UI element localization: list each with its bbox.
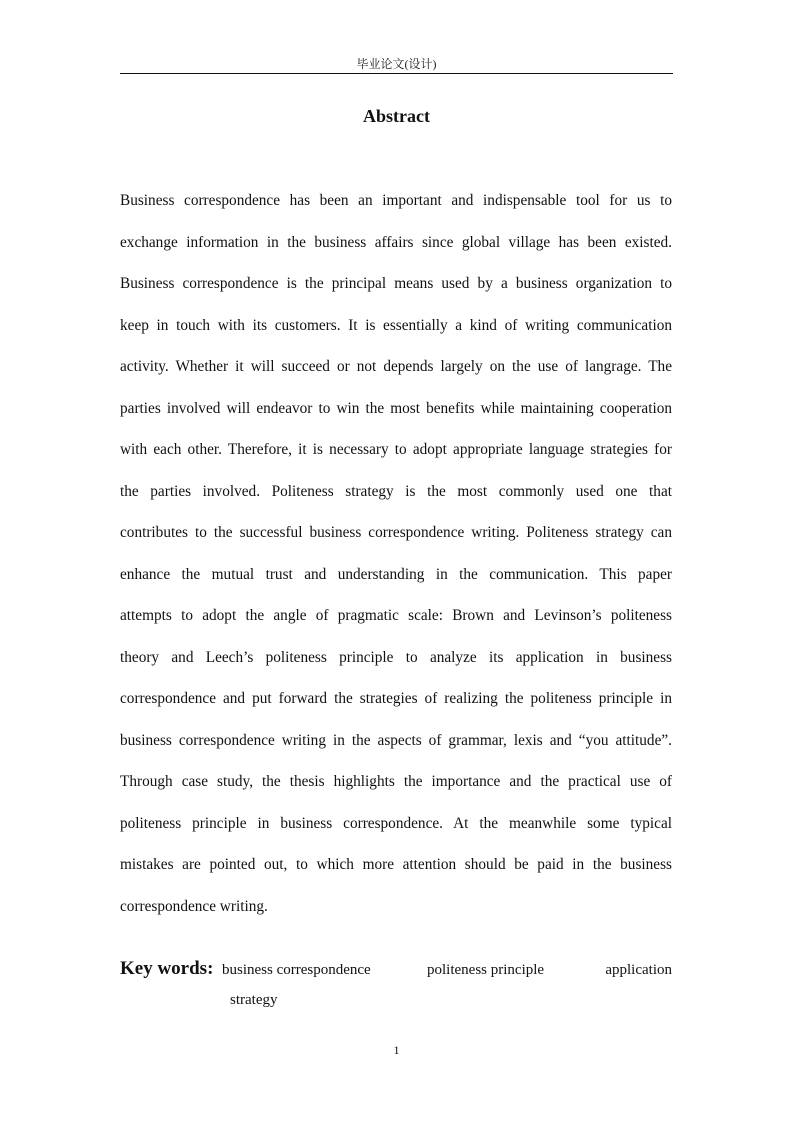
keyword-item: business correspondence — [222, 962, 371, 978]
abstract-line: theory and Leech’s politeness principle to analyze its application in business — [120, 648, 672, 666]
abstract-line: exchange information in the business affairs since global village has been existed. — [120, 233, 672, 251]
abstract-line: politeness principle in business correspondence. At the meanwhile some typical — [120, 814, 672, 832]
keyword-item: application — [605, 962, 672, 978]
running-header: 毕业论文(设计) — [356, 57, 437, 71]
abstract-line: attempts to adopt the angle of pragmatic scale: Brown and Levinson’s politeness — [120, 607, 672, 624]
abstract-line: Through case study, the thesis highlights the importance and the practical use of — [120, 773, 672, 790]
abstract-line: mistakes are pointed out, to which more attention should be paid in the business — [120, 856, 672, 873]
abstract-line: Business correspondence has been an important and indispensable tool for us to — [120, 192, 672, 209]
abstract-line: parties involved will endeavor to win the most benefits while maintaining cooperation — [120, 399, 672, 417]
header-rule — [120, 73, 673, 74]
abstract-body — [120, 190, 672, 937]
page-number: 1 — [393, 1043, 400, 1057]
keywords-section — [120, 958, 672, 984]
abstract-line: enhance the mutual trust and understanding in the communication. This paper — [120, 565, 672, 583]
abstract-line: correspondence writing. — [120, 897, 268, 915]
keyword-item: politeness principle — [427, 962, 545, 978]
abstract-line: activity. Whether it will succeed or not depends largely on the use of langrage. The — [120, 358, 672, 375]
abstract-line: correspondence and put forward the strategies of realizing the politeness principle in — [120, 690, 672, 707]
keyword-item: strategy — [230, 992, 278, 1008]
abstract-title: Abstract — [363, 106, 430, 126]
abstract-line: Business correspondence is the principal means used by a business organization to — [120, 275, 672, 292]
keywords-label: Key words: — [120, 958, 214, 979]
abstract-line: with each other. Therefore, it is necessary to adopt appropriate language strategies for — [120, 441, 672, 458]
abstract-line: contributes to the successful business correspondence writing. Politeness strategy can — [120, 524, 672, 541]
abstract-line: the parties involved. Politeness strategy is the most commonly used one that — [120, 482, 672, 500]
abstract-line: keep in touch with its customers. It is essentially a kind of writing communication — [120, 316, 672, 334]
abstract-line: business correspondence writing in the aspects of grammar, lexis and “you attitude”. — [120, 731, 672, 749]
